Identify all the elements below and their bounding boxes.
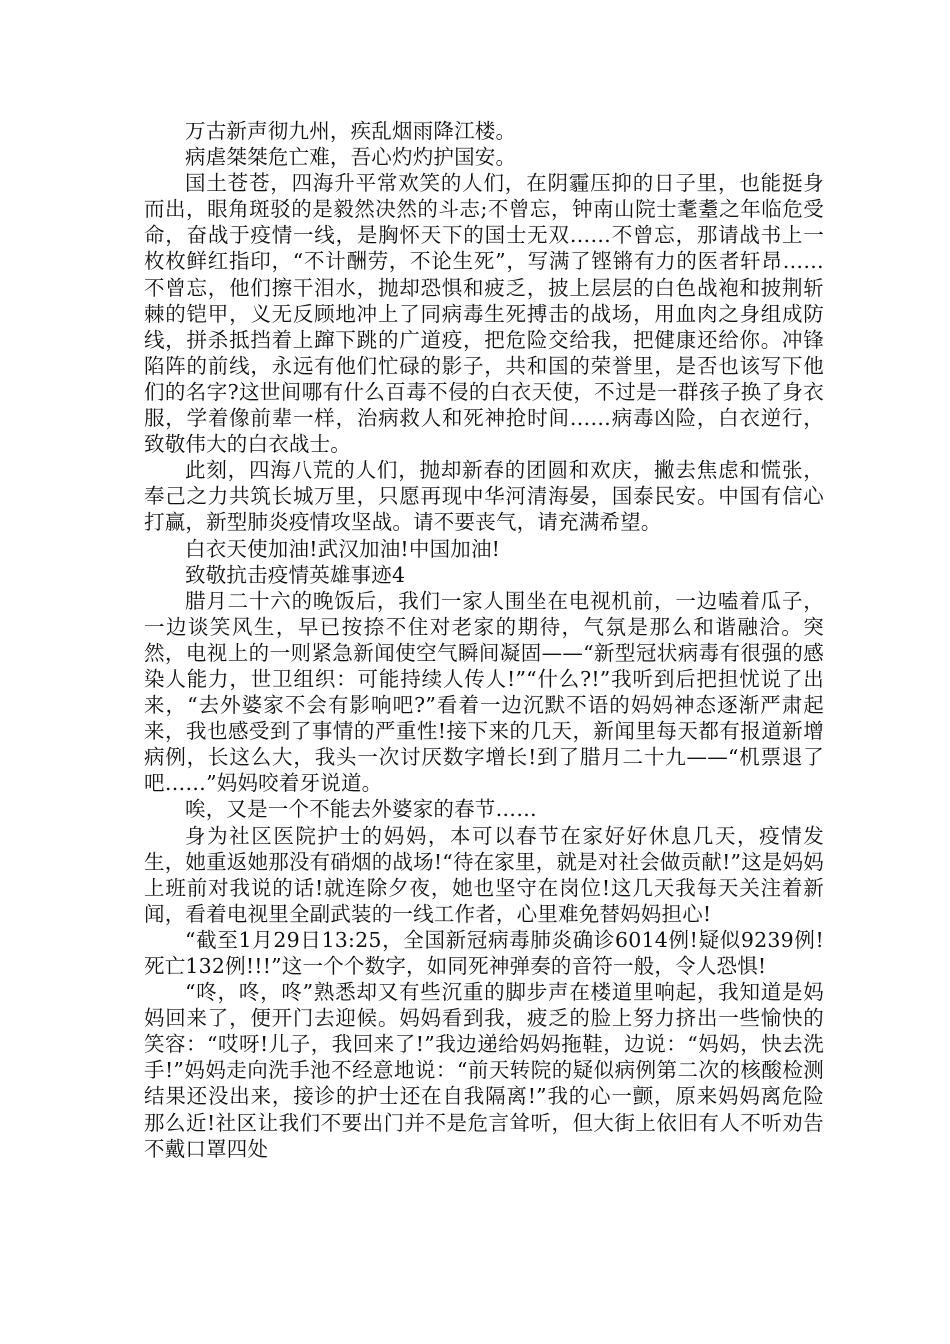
slogan-line: 白衣天使加油!武汉加油!中国加油! [185,536,501,561]
paragraph: “咚，咚，咚”熟悉却又有些沉重的脚步声在楼道里响起，我知道是妈妈回来了，便开门去迎候。妈妈看到我，疲乏的脸上努力挤出一些愉快的笑容：“哎呀!儿子，我回来了!”我边递给妈妈拖鞋，边说：“妈妈，快去洗手!”妈妈走向洗手池不经意地说：“前天转院的疑似病例第二次的核酸检测结果还没出来，接诊的护士还在自我隔离!”我的心一颤，原来妈妈离危险那么近!社区让我们不要出门并不是危言耸听，但大街上依旧有人不听劝告不戴口罩四处 [144,980,824,1161]
paragraph: 身为社区医院护士的妈妈，本可以春节在家好好休息几天，疫情发生，她重返她那没有硝烟的战场!“待在家里，就是对社会做贡献!”这是妈妈上班前对我说的话!就连除夕夜，她也坚守在岗位!这几天我每天关注着新闻，看着电视里全副武装的一线工作者，心里难免替妈妈担心! [144,823,824,926]
section-heading: 致敬抗击疫情英雄事迹4 [185,562,406,587]
paragraph: 唉，又是一个不能去外婆家的春节…… [185,797,537,822]
poem-line-2: 病虐桀桀危亡难，吾心灼灼护国安。 [185,145,517,170]
poem-line-1: 万古新声彻九州，疾乱烟雨降江楼。 [185,119,517,143]
document-body [144,118,824,1162]
paragraph: 腊月二十六的晚饭后，我们一家人围坐在电视机前，一边嗑着瓜子，一边谈笑风生，早已按捺不住对老家的期待，气氛是那么和谐融洽。突然，电视上的一则紧急新闻使空气瞬间凝固——“新型冠状病毒有很强的感染人能力，世卫组织：可能持续人传人!”“什么?!”我听到后把担忧说了出来，“去外婆家不会有影响吧?”看着一边沉默不语的妈妈神态逐渐严肃起来，我也感受到了事情的严重性!接下来的几天，新闻里每天都有报道新增病例，长这么大，我头一次讨厌数字增长!到了腊月二十九——“机票退了吧……”妈妈咬着牙说道。 [144,588,824,796]
paragraph: “截至1月29日13:25，全国新冠病毒肺炎确诊6014例!疑似9239例!死亡132例!!!”这一个个数字，如同死神弹奏的音符一般，令人恐惧! [144,927,824,978]
paragraph: 此刻，四海八荒的人们，抛却新春的团圆和欢庆，撇去焦虑和慌张，奉己之力共筑长城万里，只愿再现中华河清海晏，国泰民安。中国有信心打赢，新型肺炎疫情攻坚战。请不要丧气，请充满希望。 [144,458,824,535]
paragraph: 国土苍苍，四海升平常欢笑的人们，在阴霾压抑的日子里，也能挺身而出，眼角斑驳的是毅然决然的斗志;不曾忘，钟南山院士耄耋之年临危受命，奋战于疫情一线，是胸怀天下的国士无双……不曾忘，那请战书上一枚枚鲜红指印，“不计酬劳，不论生死”，写满了铿锵有力的医者轩昂……不曾忘，他们擦干泪水，抛却恐惧和疲乏，披上层层的白色战袍和披荆斩棘的铠甲，义无反顾地冲上了同病毒生死搏击的战场，用血肉之身组成防线，拼杀抵挡着上蹿下跳的广道疫，把危险交给我，把健康还给你。冲锋陷阵的前线，永远有他们忙碌的影子，共和国的荣誉里，是否也该写下他们的名字?这世间哪有什么百毒不侵的白衣天使，不过是一群孩子换了身衣服，学着像前辈一样，治病救人和死神抢时间……病毒凶险，白衣逆行，致敬伟大的白衣战士。 [144,171,824,457]
